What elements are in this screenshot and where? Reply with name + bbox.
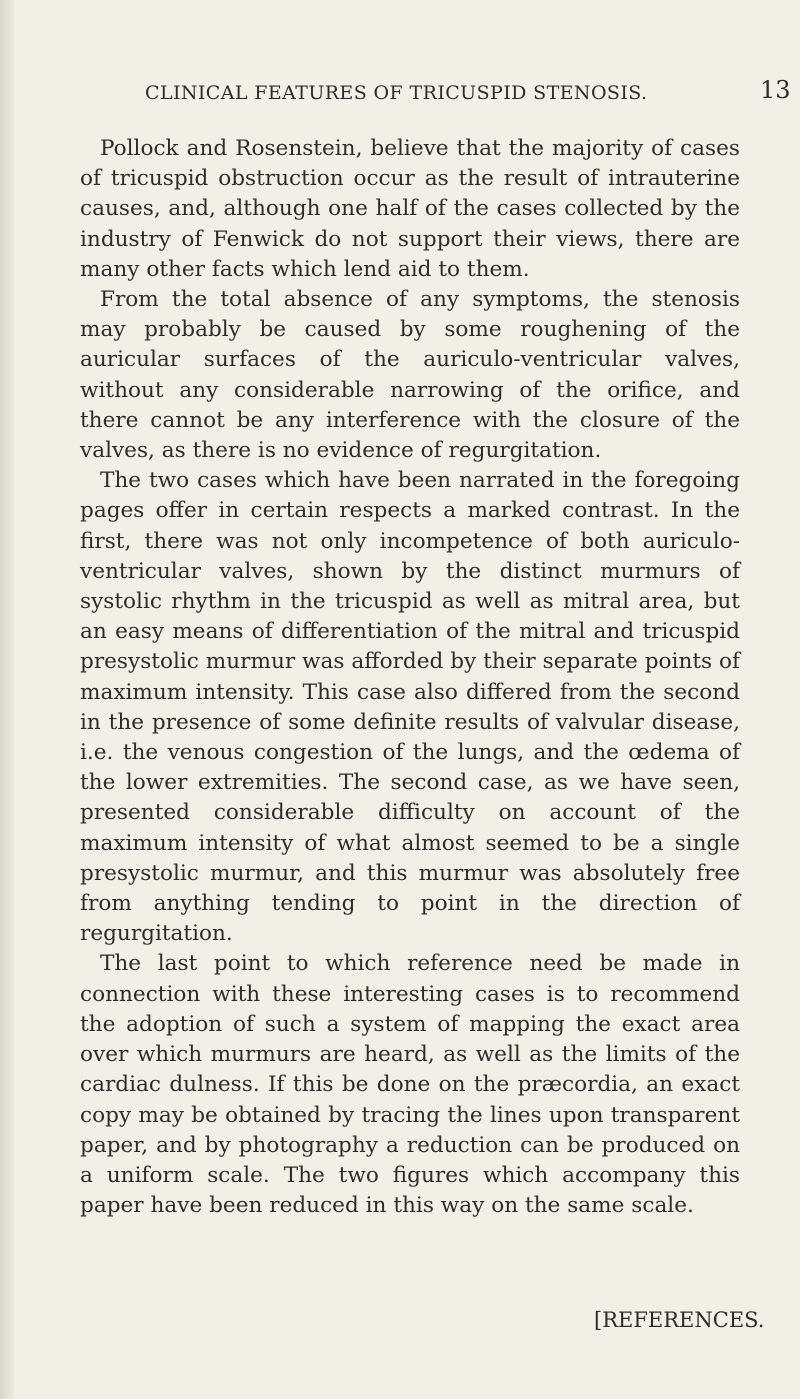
page-binding-edge bbox=[0, 0, 14, 1399]
body-text bbox=[80, 134, 740, 1221]
paragraph: From the total absence of any symptoms, the stenosis may probably be caused by some roughening of the auricular surfaces of the auriculo-ventricular valves, without any considerable narrowing of the orifice, and there cannot be any interference with the closure of the valves, as there is no evidence of regurgitation. bbox=[80, 287, 740, 464]
paragraph: Pollock and Rosenstein, believe that the majority of cases of tricuspid obstruction occur as the result of intrauterine causes, and, although one half of the cases collected by the industry of Fenwick do not support their views, there are many other facts which lend aid to them. bbox=[80, 136, 740, 282]
catchword: [REFERENCES. bbox=[594, 1308, 765, 1332]
running-head: CLINICAL FEATURES OF TRICUSPID STENOSIS. bbox=[145, 82, 648, 104]
paragraph: The two cases which have been narrated in the foregoing pages offer in certain respects a marked contrast. In the first, there was not only incompetence of both auriculo-ventricular valves, shown by the distinct murmurs of systolic rhythm in the tricuspid as well as mitral area, but an easy means of differentiation of the mitral and tricuspid presystolic murmur was afforded by their separate points of maximum intensity. This case also differed from the second in the presence of some definite results of valvular disease, i.e. the venous congestion of the lungs, and the œdema of the lower extremities. The second case, as we have seen, presented considerable difficulty on account of the maximum intensity of what almost seemed to be a single presystolic murmur, and this murmur was absolutely free from anything tending to point in the direction of regurgitation. bbox=[80, 468, 740, 947]
paragraph: The last point to which reference need be made in connection with these interesting cases is to recommend the adoption of such a system of mapping the exact area over which murmurs are heard, as well as the limits of the cardiac dulness. If this be done on the præcordia, an exact copy may be obtained by tracing the lines upon transparent paper, and by photography a reduction can be produced on a uniform scale. The two figures which accompany this paper have been reduced in this way on the same scale. bbox=[80, 951, 740, 1219]
page-number: 13 bbox=[760, 76, 791, 104]
